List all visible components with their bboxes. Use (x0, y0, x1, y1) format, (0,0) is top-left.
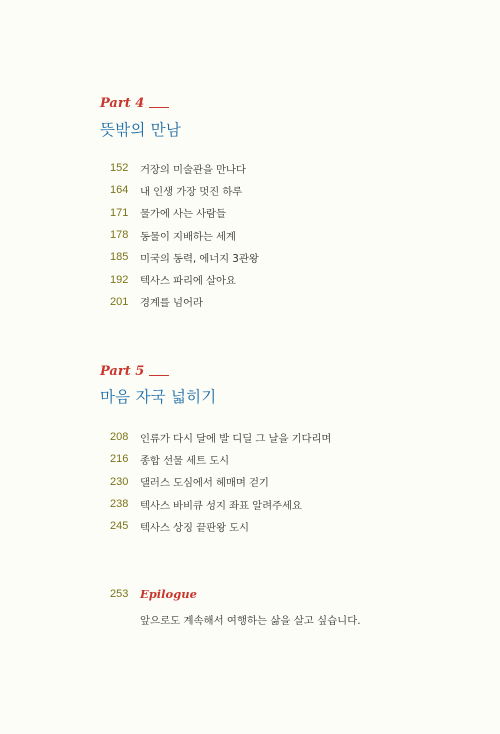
part-5-title: 마음 자국 넓히기 (100, 388, 217, 406)
toc-entry[interactable] (104, 202, 259, 224)
toc-entry[interactable] (104, 291, 259, 313)
toc-entry-title: 내 인생 가장 멋진 하루 (140, 185, 243, 198)
toc-page-number: 152 (110, 162, 129, 175)
toc-entry-title: 동물이 지배하는 세계 (140, 230, 236, 243)
toc-entry[interactable] (104, 426, 331, 448)
toc-entry-title: 텍사스 상징 끝판왕 도시 (140, 521, 249, 534)
toc-page-number: 178 (110, 229, 129, 242)
toc-entry[interactable] (104, 471, 331, 493)
part-5-rule (149, 375, 169, 376)
toc-page-number: 238 (110, 498, 129, 511)
toc-page-number: 192 (110, 273, 129, 286)
toc-page-number: 171 (110, 206, 129, 219)
part-4-title: 뜻밖의 만남 (100, 121, 181, 139)
toc-entry[interactable] (104, 179, 259, 201)
toc-entry-title: 미국의 동력, 에너지 3관왕 (140, 252, 259, 265)
part-4-label-text: Part 4 (100, 96, 145, 111)
toc-page-number: 185 (110, 251, 129, 264)
toc-page-number: 245 (110, 520, 129, 533)
toc-entry-title: 인류가 다시 달에 발 디딜 그 날을 기다리며 (140, 432, 332, 445)
toc-entry[interactable] (104, 515, 331, 537)
part-5-label (100, 364, 169, 379)
toc-page-number: 164 (110, 184, 129, 197)
toc-page-number: 201 (110, 295, 129, 308)
toc-entry-title: 댈러스 도심에서 헤매며 걷기 (140, 477, 269, 490)
epilogue-section[interactable] (110, 586, 361, 627)
epilogue-label: Epilogue (140, 587, 197, 601)
part-5-toc-list (104, 426, 331, 537)
part-4-rule (149, 107, 169, 108)
toc-entry[interactable] (104, 493, 331, 515)
toc-entry-title: 텍사스 파리에 살아요 (140, 275, 236, 288)
toc-page-number: 230 (110, 475, 129, 488)
toc-page-number: 208 (110, 431, 129, 444)
toc-entry-title: 물가에 사는 사람들 (140, 208, 226, 221)
toc-page-number: 216 (110, 453, 129, 466)
part-5-label-text: Part 5 (100, 364, 145, 379)
toc-entry[interactable] (104, 246, 259, 268)
toc-entry-title: 종합 선물 세트 도시 (140, 454, 230, 467)
toc-entry-title: 거장의 미술관을 만나다 (140, 163, 246, 176)
epilogue-page-number: 253 (110, 588, 129, 600)
toc-entry-title: 경계를 넘어라 (140, 297, 203, 310)
toc-entry[interactable] (104, 448, 331, 470)
part-4-toc-list (104, 157, 259, 313)
toc-entry-title: 텍사스 바비큐 성지 좌표 알려주세요 (140, 499, 302, 512)
toc-entry[interactable] (104, 224, 259, 246)
part-4-label (100, 96, 169, 111)
epilogue-title: 앞으로도 계속해서 여행하는 삶을 살고 싶습니다. (140, 615, 361, 627)
toc-entry[interactable] (104, 157, 259, 179)
toc-entry[interactable] (104, 268, 259, 290)
